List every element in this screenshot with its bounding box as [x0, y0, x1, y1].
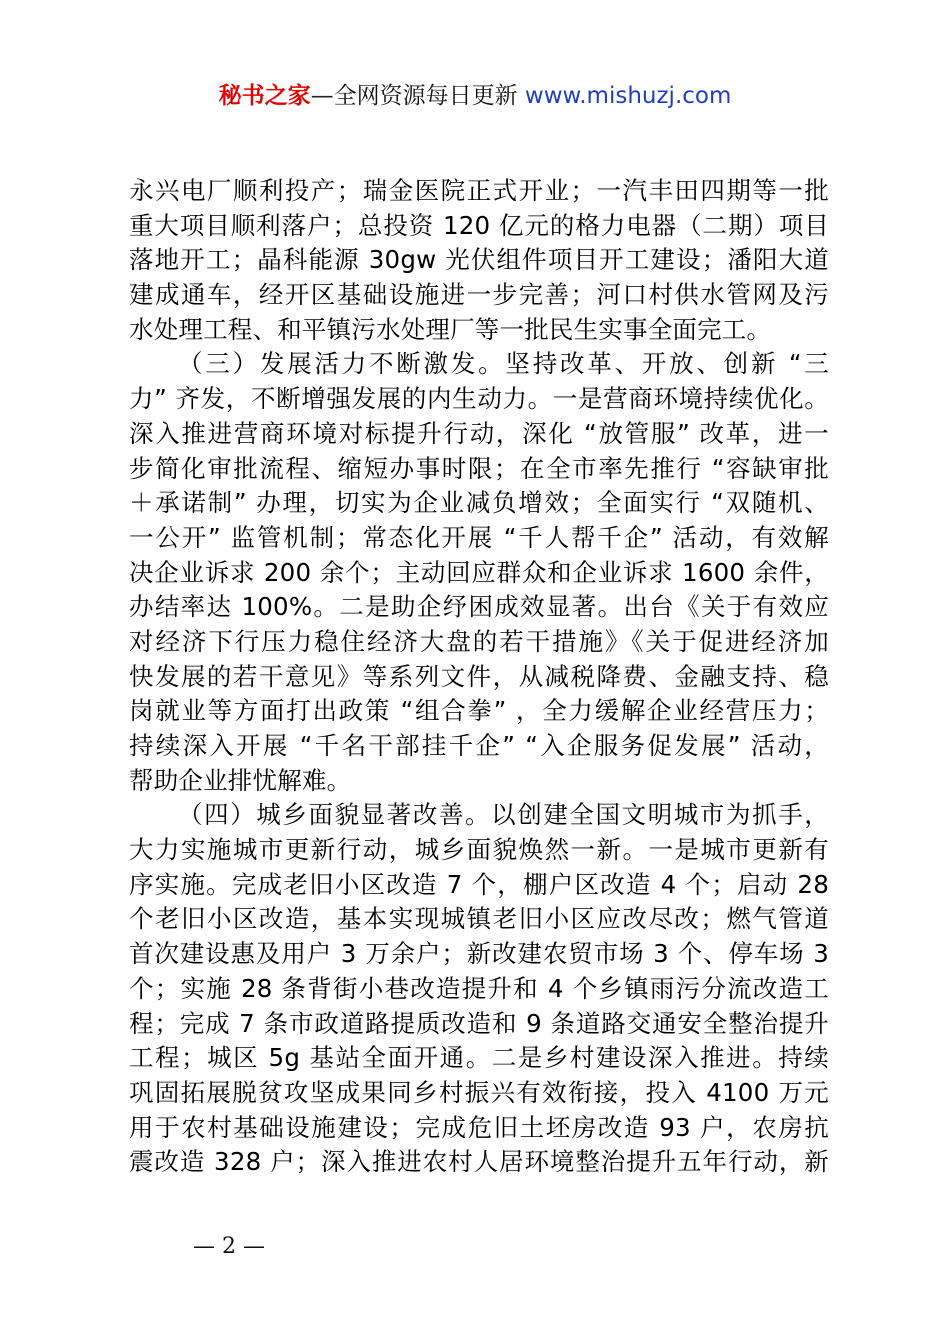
- body-line: 步简化审批流程、缩短办事时限；在全市率先推行 “容缺审批: [129, 453, 829, 483]
- body-line: 用于农村基础设施建设；完成危旧土坯房改造 93 户，农房抗: [129, 1112, 829, 1142]
- header-dash: —: [310, 83, 334, 109]
- body-line: 水处理工程、和平镇污水处理厂等一批民生实事全面完工。: [129, 314, 772, 344]
- body-line: 个老旧小区改造，基本实现城镇老旧小区应改尽改；燃气管道: [129, 904, 829, 934]
- body-line: 工程；城区 5g 基站全面开通。二是乡村建设深入推进。持续: [129, 1043, 829, 1073]
- body-line: 震改造 328 户；深入推进农村人居环境整治提升五年行动，新: [129, 1147, 829, 1177]
- body-line: 快发展的若干意见》等系列文件，从减税降费、金融支持、稳: [129, 661, 829, 691]
- body-line: 首次建设惠及用户 3 万余户；新改建农贸市场 3 个、停车场 3: [129, 939, 829, 969]
- body-line: 序实施。完成老旧小区改造 7 个，棚户区改造 4 个；启动 28: [129, 869, 829, 899]
- body-line: 对经济下行压力稳住经济大盘的若干措施》《关于促进经济加: [129, 626, 829, 656]
- body-line: 力” 齐发，不断增强发展的内生动力。一是营商环境持续优化。: [129, 384, 829, 414]
- paragraph-heading-line: （四）城乡面貌显著改善。以创建全国文明城市为抓手，: [178, 800, 829, 830]
- body-line: 持续深入开展 “千名干部挂千企” “入企服务促发展” 活动，: [129, 731, 829, 760]
- body-line: 落地开工；晶科能源 30gw 光伏组件项目开工建设；潘阳大道: [129, 245, 829, 275]
- body-line: 永兴电厂顺利投产；瑞金医院正式开业；一汽丰田四期等一批: [129, 176, 829, 205]
- body-line: 大力实施城市更新行动，城乡面貌焕然一新。一是城市更新有: [129, 835, 829, 865]
- body-line: 程；完成 7 条市政道路提质改造和 9 条道路交通安全整治提升: [129, 1008, 829, 1038]
- body-line: 岗就业等方面打出政策 “组合拳” ，全力缓解企业经营压力；: [129, 696, 829, 726]
- header-slogan: 全网资源每日更新: [333, 83, 518, 109]
- body-line: 办结率达 100%。二是助企纾困成效显著。出台《关于有效应: [129, 592, 829, 622]
- body-line: 决企业诉求 200 余个；主动回应群众和企业诉求 1600 余件，: [129, 557, 829, 587]
- body-line: 一公开” 监管机制；常态化开展 “千人帮千企” 活动，有效解: [129, 522, 829, 552]
- body-line: ＋承诺制” 办理，切实为企业减负增效；全面实行 “双随机、: [129, 488, 829, 518]
- body-line: 建成通车，经开区基础设施进一步完善；河口村供水管网及污: [129, 280, 829, 310]
- body-line: 重大项目顺利落户；总投资 120 亿元的格力电器（二期）项目: [129, 210, 829, 240]
- body-line: 个；实施 28 条背街小巷改造提升和 4 个乡镇雨污分流改造工: [129, 973, 829, 1003]
- site-header: [0, 80, 950, 112]
- header-url-link[interactable]: www.mishuzj.com: [524, 83, 732, 109]
- paragraph-heading-line: （三）发展活力不断激发。坚持改革、开放、创新 “三: [178, 349, 829, 379]
- body-line: 深入推进营商环境对标提升行动，深化 “放管服” 改革，进一: [129, 418, 829, 448]
- page-number: — 2 —: [193, 1234, 265, 1259]
- header-brand: 秘书之家: [218, 83, 311, 109]
- body-line: 帮助企业排忧解难。: [129, 765, 352, 795]
- document-body: [129, 174, 829, 1180]
- body-line: 巩固拓展脱贫攻坚成果同乡村振兴有效衔接，投入 4100 万元: [129, 1077, 829, 1107]
